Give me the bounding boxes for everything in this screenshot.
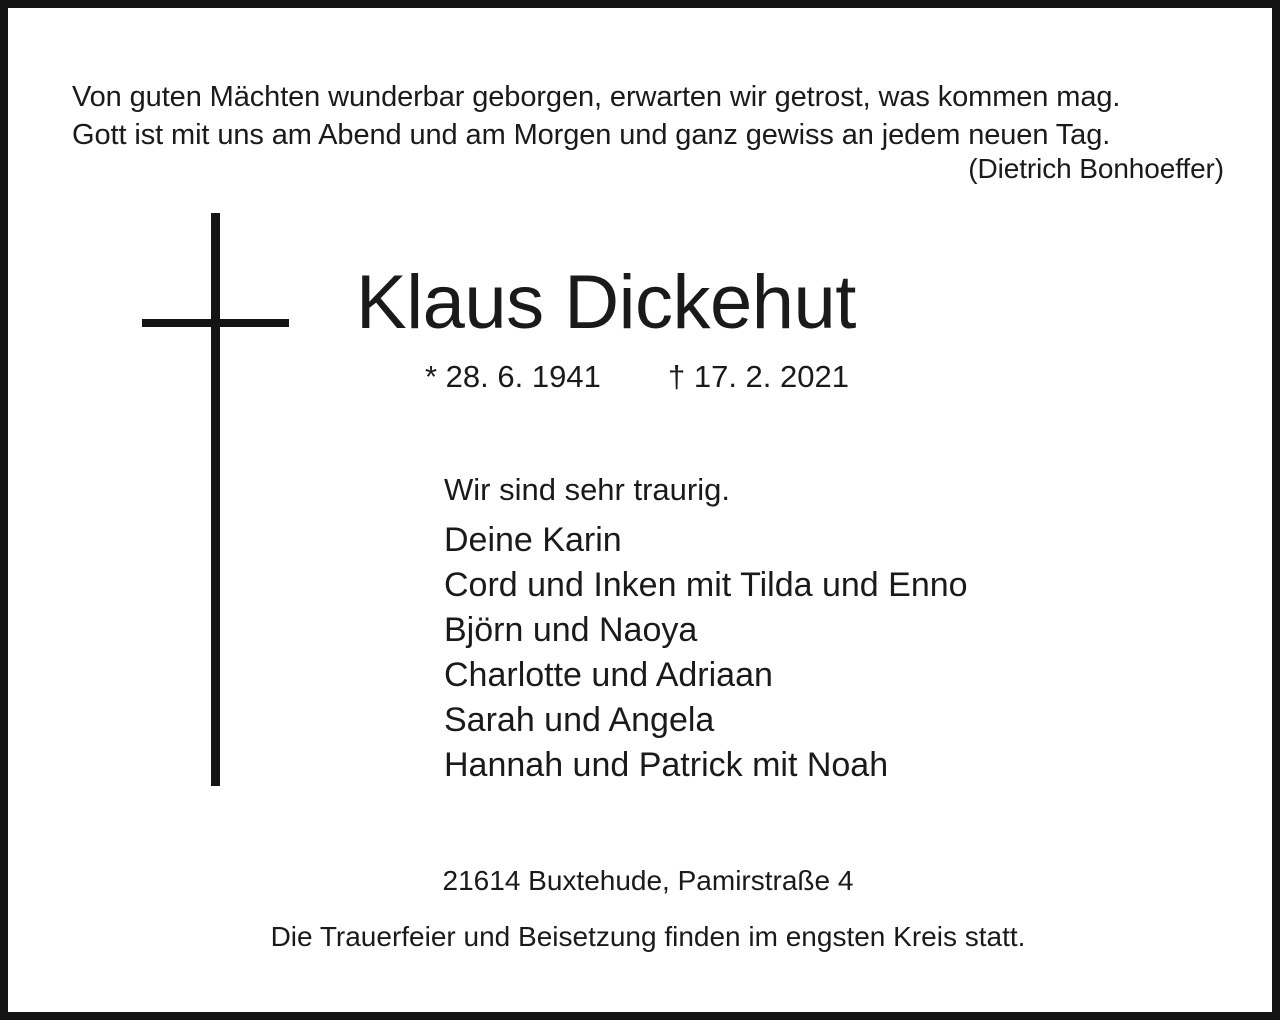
address-text: 21614 Buxtehude, Pamirstraße 4 bbox=[442, 865, 854, 896]
funeral-notice: Die Trauerfeier und Beisetzung finden im engsten Kreis statt. bbox=[270, 921, 1026, 952]
birth-date: * 28. 6. 1941 bbox=[425, 359, 601, 394]
family-member: Charlotte und Adriaan bbox=[444, 656, 773, 694]
family-member: Hannah und Patrick mit Noah bbox=[444, 746, 889, 784]
family-member: Cord und Inken mit Tilda und Enno bbox=[444, 566, 968, 604]
death-date: † 17. 2. 2021 bbox=[668, 359, 849, 394]
family-member: Deine Karin bbox=[444, 521, 622, 559]
cross-icon-crossbar bbox=[142, 319, 289, 327]
bonhoeffer-quote bbox=[72, 78, 1224, 186]
quote-line-2: Gott ist mit uns am Abend und am Morgen und ganz gewiss an jedem neuen Tag. bbox=[72, 119, 1111, 151]
quote-author: (Dietrich Bonhoeffer) bbox=[968, 153, 1224, 184]
cross-icon bbox=[211, 213, 220, 786]
family-list bbox=[444, 518, 968, 788]
family-member: Sarah und Angela bbox=[444, 701, 715, 739]
family-member: Björn und Naoya bbox=[444, 611, 698, 649]
mourning-text: Wir sind sehr traurig. bbox=[444, 472, 730, 507]
quote-line-1: Von guten Mächten wunderbar geborgen, erwarten wir getrost, was kommen mag. bbox=[72, 81, 1121, 113]
address bbox=[8, 863, 1280, 899]
deceased-name: Klaus Dickehut bbox=[356, 260, 856, 345]
